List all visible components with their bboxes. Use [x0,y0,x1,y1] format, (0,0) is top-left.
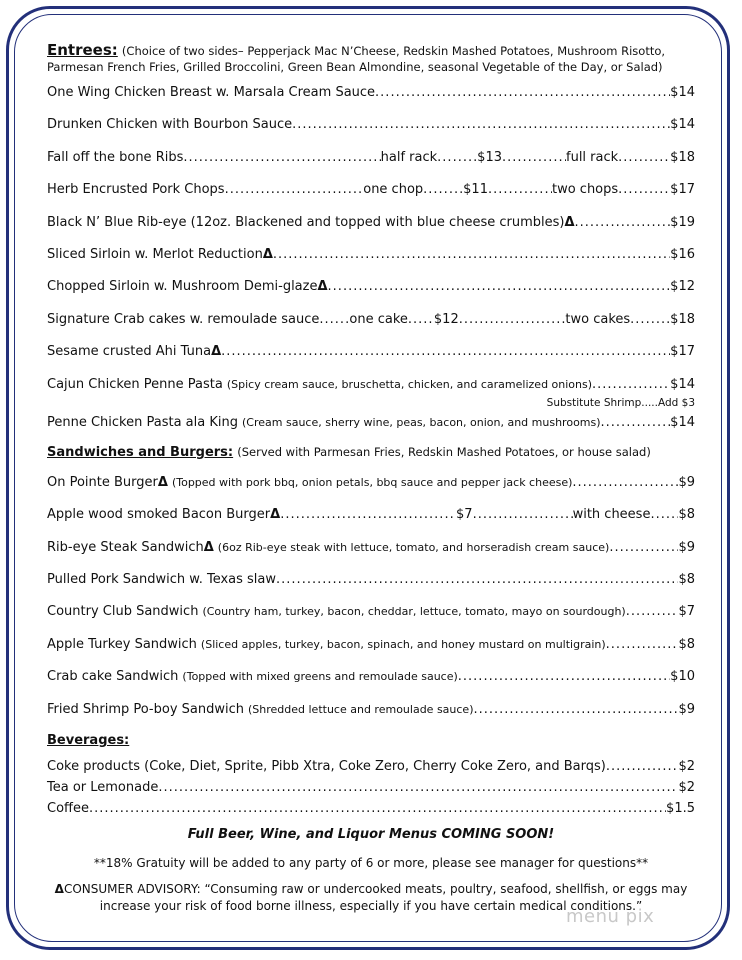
menu-item: Sliced Sirloin w. Merlot Reduction Δ ..... $16 [47,239,695,271]
gratuity-note: **18% Gratuity will be added to any party of 6 or more, please see manager for questions** [93,856,649,871]
sandwiches-title: Sandwiches and Burgers: [47,444,234,460]
entrees-header [47,42,695,75]
menu-item: Crab cake Sandwich (Topped with mixed greens and remoulade sauce) ..... $10 [47,661,695,693]
consumer-advisory-mark: Δ [157,474,168,490]
menu-item: Herb Encrusted Pork Chops ..... one chop ..... $11 ..... two chops ..... $17 [47,174,695,206]
beverage-item: Coke products (Coke, Diet, Sprite, Pibb Xtra, Coke Zero, Cherry Coke Zero, and Barqs) ..... $2 [47,756,695,777]
consumer-advisory-mark: Δ [203,539,214,555]
entrees-sides-note: (Choice of two sides– Pepperjack Mac N’Cheese, Redskin Mashed Potatoes, Mushroom Risotto, [121,44,666,58]
menu-item: Penne Chicken Pasta ala King (Cream sauce, sherry wine, peas, bacon, onion, and mushrooms) ..... $14 [47,409,695,437]
coming-soon-note: Full Beer, Wine, and Liquor Menus COMING SOON! [187,827,555,843]
consumer-advisory-mark: Δ [317,279,328,295]
menu-item: Country Club Sandwich (Country ham, turkey, bacon, cheddar, lettuce, tomato, mayo on sourdough) ..... $7 [47,596,695,628]
beverages-header [47,726,695,756]
watermark: menu pix [566,906,655,927]
menu-item: Black N’ Blue Rib-eye (12oz. Blackened and topped with blue cheese crumbles) Δ ..... $19 [47,207,695,239]
consumer-advisory-mark: Δ [211,344,222,360]
consumer-advisory-mark: Δ [564,214,575,230]
menu-page [47,42,695,915]
menu-item: Signature Crab cakes w. remoulade sauce ..... one cake ..... $12 ..... two cakes ..... $18 [47,304,695,336]
sandwiches-sides-note: (Served with Parmesan Fries, Redskin Mashed Potatoes, or house salad) [237,444,651,459]
menu-item: Rib-eye Steak Sandwich Δ (6oz Rib-eye steak with lettuce, tomato, and horseradish cream sauce) ..... $9 [47,532,695,564]
menu-item: Chopped Sirloin w. Mushroom Demi-glaze Δ ..... $12 [47,271,695,303]
consumer-advisory-mark: Δ [262,246,273,262]
substitute-shrimp-note: Substitute Shrimp.....Add $3 [546,396,695,409]
menu-item: On Pointe Burger Δ (Topped with pork bbq, onion petals, bbq sauce and pepper jack cheese) ..... $9 [47,467,695,499]
beverages-title: Beverages: [47,733,130,749]
menu-item: Pulled Pork Sandwich w. Texas slaw ..... $8 [47,564,695,596]
menu-item: Sesame crusted Ahi Tuna Δ ..... $17 [47,336,695,368]
menu-item: Drunken Chicken with Bourbon Sauce ..... $14 [47,109,695,141]
beverage-item: Coffee ..... $1.5 [47,798,695,819]
advisory-line-1: CONSUMER ADVISORY: “Consuming raw or undercooked meats, poultry, seafood, shellfish, or eggs may [63,882,688,897]
consumer-advisory-mark: Δ [270,507,281,523]
beverage-item: Tea or Lemonade ..... $2 [47,777,695,798]
menu-item: Fall off the bone Ribs ..... half rack ..... $13 ..... full rack ..... $18 [47,142,695,174]
entrees-sides-note-2: Parmesan French Fries, Grilled Broccolini, Green Bean Almondine, seasonal Vegetable of the Day, or Salad) [47,60,663,74]
menu-item: Apple wood smoked Bacon Burger Δ ..... $7 ..... with cheese ..... $8 [47,499,695,531]
menu-item: One Wing Chicken Breast w. Marsala Cream Sauce ..... $14 [47,77,695,109]
menu-item: Cajun Chicken Penne Pasta (Spicy cream sauce, bruschetta, chicken, and caramelized onions) ..... $14 [47,369,695,401]
sandwiches-header [47,437,695,467]
menu-item: Apple Turkey Sandwich (Sliced apples, turkey, bacon, spinach, and honey mustard on multigrain) ..... $8 [47,629,695,661]
entrees-title: Entrees: [47,41,118,59]
advisory-line-2: increase your risk of food borne illness, especially if you have certain medical conditions.” [99,899,643,914]
menu-item: Fried Shrimp Po-boy Sandwich (Shredded lettuce and remoulade sauce) ..... $9 [47,694,695,726]
consumer-advisory-mark: Δ [54,882,64,897]
